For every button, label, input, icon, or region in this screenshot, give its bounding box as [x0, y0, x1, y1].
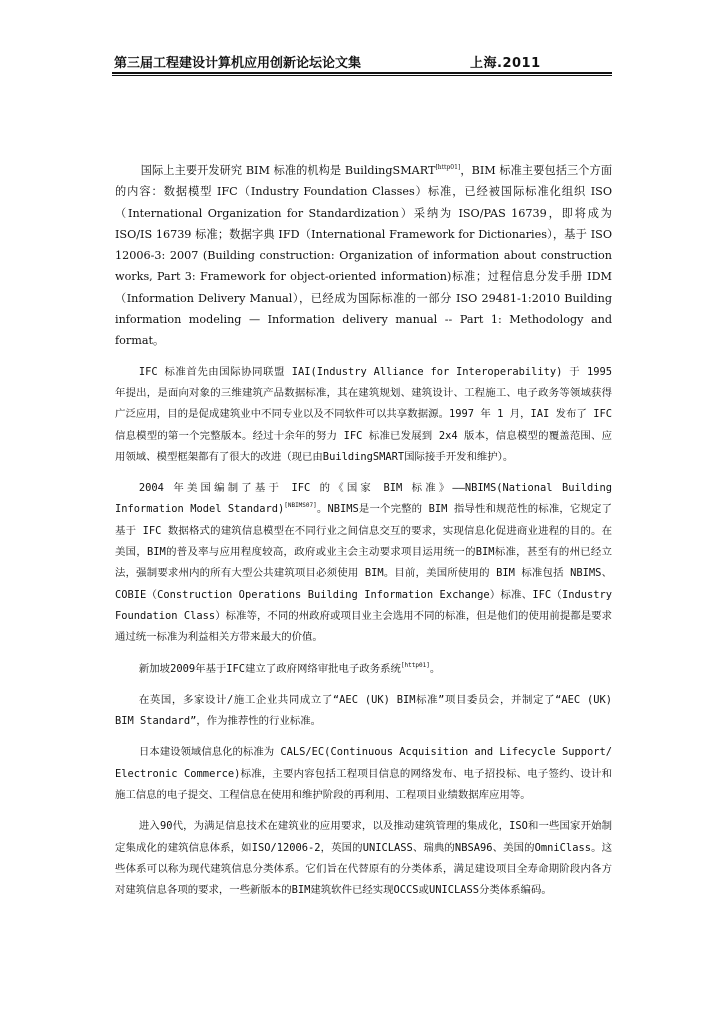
paragraph-text: 国际上主要开发研究 BIM 标准的机构是 BuildingSMART	[140, 164, 436, 177]
citation-ref: [NBIMS07]	[284, 502, 317, 510]
paragraph-text: 日本建设领域信息化的标准为 CALS/EC(Continuous Acquisition and Lifecycle Support/ Electronic Commerce)标准，主要内容包括工程项目信息的网络发布、电子招投标、电子签约、设计和施工信息的电子提交、工程信息在使用和维护阶段的再利用、工程项目业绩数据库应用等。	[115, 746, 612, 802]
paragraph-text: IFC 标准首先由国际协同联盟 IAI(Industry Alliance for Interoperability) 于 1995 年提出，是面向对象的三维建筑产品数据标准，其在建筑规划、建筑设计、工程施工、电子政务等领域获得广泛应用，目的是促成建筑业中不同专业以及不同软件可以共享数据源。1997 年 1 月，IAI 发布了 IFC 信息模型的第一个完整版本。经过十余年的努力 IFC 标准已发展到 2x4 版本，信息模型的覆盖范围、应用领域、模型框架都有了很大的改进（现已由BuildingSMART国际接手开发和维护）。	[115, 365, 612, 463]
paragraph-singapore	[115, 659, 612, 680]
citation-ref: [http01]	[400, 661, 430, 669]
paragraph-text-continued: 。	[429, 662, 441, 675]
paragraph-bim-organizations	[115, 160, 612, 352]
paragraph-text: 在英国，多家设计/施工企业共同成立了“AEC (UK) BIM标准”项目委员会，并制定了“AEC (UK) BIM Standard”，作为推荐性的行业标准。	[115, 693, 612, 728]
paragraph-text-continued: ，BIM 标准主要包括三个方面的内容：数据模型 IFC（Industry Foundation Classes）标准，已经被国际标准化组织 ISO（International Organization for Standardization）采纳为 ISO/PAS 16739，即将成为 ISO/IS 16739 标准；数据字典 IFD（International Framework for Dictionaries），基于 ISO 12006-3: 2007 (Building construction: Organization of information about construction works, Part 3: Framework for object-oriented information)标准；过程信息分发手册 IDM（Information Delivery Manual），已经成为国际标准的一部分 ISO 29481-1:2010 Building information modeling — Information delivery manual -- Part 1: Methodology and format。	[115, 164, 613, 348]
location-year: 上海.2011	[470, 56, 541, 71]
paragraph-uk	[115, 690, 612, 733]
header-rule-thick	[112, 72, 612, 74]
paragraph-text: 进入90代，为满足信息技术在建筑业的应用要求，以及推动建筑管理的集成化，ISO和一些国家开始制定集成化的建筑信息体系，如ISO/12006-2，英国的UNICLASS、瑞典的NBSA96、美国的OmniClass。这些体系可以称为现代建筑信息分类体系。它们旨在代替原有的分类体系，满足建设项目全寿命期阶段内各方对建筑信息各项的要求，一些新版本的BIM建筑软件已经实现OCCS或UNICLASS分类体系编码。	[115, 820, 612, 897]
header-rule-thin	[112, 75, 612, 76]
paragraph-text: 2004 年美国编制了基于 IFC 的《国家 BIM 标准》——NBIMS(National Building Information Model Standard)	[115, 482, 612, 516]
running-header	[112, 52, 612, 70]
paragraph-nbims	[115, 478, 612, 648]
paragraph-classification	[115, 816, 612, 901]
citation-ref: [http01]	[435, 164, 461, 171]
paragraph-text-continued: 。NBIMS是一个完整的 BIM 指导性和规范性的标准，它规定了基于 IFC 数据格式的建筑信息模型在不同行业之间信息交互的要求，实现信息化促进商业进程的目的。在美国，BIM的普及率与应用程度较高，政府或业主会主动要求项目运用统一的BIM标准，甚至有的州已经立法，强制要求州内的所有大型公共建筑项目必须使用 BIM。目前，美国所使用的 BIM 标准包括 NBIMS、COBIE（Construction Operations Building Information Exchange）标准、IFC（Industry Foundation Class）标准等，不同的州政府或项目业主会选用不同的标准，但是他们的使用前提都是要求通过统一标准为利益相关方带来最大的价值。	[115, 503, 612, 644]
proceedings-title: 第三届工程建设计算机应用创新论坛论文集	[114, 56, 362, 71]
paragraph-ifc-history	[115, 362, 612, 468]
body-text	[115, 160, 612, 912]
paragraph-japan	[115, 742, 612, 806]
paragraph-text: 新加坡2009年基于IFC建立了政府网络审批电子政务系统	[138, 662, 401, 675]
